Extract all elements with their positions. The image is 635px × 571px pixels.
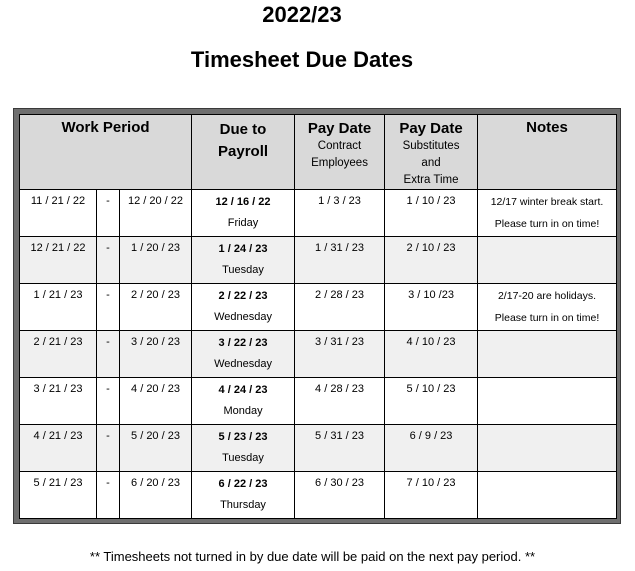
table-row: [20, 472, 617, 519]
pay-date-substitutes: 1 / 10 / 23: [385, 190, 478, 237]
due-date: 4 / 24 / 23: [218, 384, 268, 396]
due-day: Wednesday: [214, 311, 272, 323]
work-period-separator: -: [97, 284, 120, 331]
notes-cell: [478, 331, 617, 378]
work-period-end: 12 / 20 / 22: [120, 190, 192, 237]
notes-cell: [478, 190, 617, 237]
header-pay-contract-title: Pay Date: [307, 120, 372, 137]
due-date: 1 / 24 / 23: [218, 243, 268, 255]
work-period-separator: -: [97, 331, 120, 378]
header-due-line1: Due to: [219, 121, 267, 138]
pay-date-contract: 1 / 3 / 23: [295, 190, 385, 237]
pay-date-substitutes: 6 / 9 / 23: [385, 425, 478, 472]
pay-date-contract: 4 / 28 / 23: [295, 378, 385, 425]
table-row: [20, 378, 617, 425]
header-notes: [478, 115, 617, 190]
header-work-period-label: Work Period: [61, 119, 150, 136]
due-day: Thursday: [220, 499, 266, 511]
work-period-end: 4 / 20 / 23: [120, 378, 192, 425]
timesheet-table: [19, 114, 617, 519]
pay-date-substitutes: 4 / 10 / 23: [385, 331, 478, 378]
due-day: Friday: [227, 217, 259, 229]
due-to-payroll-cell: [192, 425, 295, 472]
header-work-period: [20, 115, 192, 190]
due-to-payroll-cell: [192, 284, 295, 331]
work-period-start: 12 / 21 / 22: [20, 237, 97, 284]
due-day: Wednesday: [214, 358, 272, 370]
due-date: 3 / 22 / 23: [218, 337, 268, 349]
work-period-start: 3 / 21 / 23: [20, 378, 97, 425]
header-row: [20, 115, 617, 190]
note-line: 12/17 winter break start.: [490, 196, 604, 208]
due-date: 6 / 22 / 23: [218, 478, 268, 490]
header-pay-contract-sub1: Contract: [317, 140, 362, 152]
due-to-payroll-cell: [192, 378, 295, 425]
pay-date-contract: 6 / 30 / 23: [295, 472, 385, 519]
work-period-end: 3 / 20 / 23: [120, 331, 192, 378]
header-pay-subs-sub1: Substitutes: [402, 140, 460, 152]
notes-cell: [478, 378, 617, 425]
table-row: [20, 331, 617, 378]
header-pay-subs-sub2: and: [421, 157, 441, 169]
work-period-start: 1 / 21 / 23: [20, 284, 97, 331]
work-period-start: 4 / 21 / 23: [20, 425, 97, 472]
header-notes-label: Notes: [526, 119, 568, 136]
pay-date-contract: 2 / 28 / 23: [295, 284, 385, 331]
due-to-payroll-cell: [192, 190, 295, 237]
document-title: Timesheet Due Dates: [190, 47, 414, 72]
work-period-separator: -: [97, 378, 120, 425]
header-due-to-payroll: [192, 115, 295, 190]
work-period-start: 2 / 21 / 23: [20, 331, 97, 378]
header-due-line2: Payroll: [218, 143, 269, 160]
notes-cell: [478, 284, 617, 331]
note-line: 2/17-20 are holidays.: [497, 290, 597, 302]
due-date: 2 / 22 / 23: [218, 290, 268, 302]
work-period-separator: -: [97, 425, 120, 472]
due-to-payroll-cell: [192, 237, 295, 284]
work-period-end: 5 / 20 / 23: [120, 425, 192, 472]
table-frame: [13, 108, 621, 524]
note-line: Please turn in on time!: [494, 218, 600, 230]
notes-cell: [478, 425, 617, 472]
work-period-separator: -: [97, 237, 120, 284]
due-date: 5 / 23 / 23: [218, 431, 268, 443]
pay-date-substitutes: 5 / 10 / 23: [385, 378, 478, 425]
table-row: [20, 190, 617, 237]
header-pay-date-contract: [295, 115, 385, 190]
note-line: Please turn in on time!: [494, 312, 600, 324]
work-period-separator: -: [97, 190, 120, 237]
table-row: [20, 284, 617, 331]
footer-notice: ** Timesheets not turned in by due date will be paid on the next pay period. **: [89, 549, 536, 564]
document-year-title: 2022/23: [262, 2, 342, 27]
due-date: 12 / 16 / 22: [215, 196, 271, 208]
work-period-separator: -: [97, 472, 120, 519]
pay-date-contract: 1 / 31 / 23: [295, 237, 385, 284]
work-period-start: 5 / 21 / 23: [20, 472, 97, 519]
pay-date-contract: 3 / 31 / 23: [295, 331, 385, 378]
due-to-payroll-cell: [192, 472, 295, 519]
notes-cell: [478, 472, 617, 519]
pay-date-substitutes: 2 / 10 / 23: [385, 237, 478, 284]
header-pay-subs-title: Pay Date: [399, 120, 463, 137]
due-day: Tuesday: [222, 264, 264, 276]
pay-date-substitutes: 3 / 10 /23: [385, 284, 478, 331]
notes-cell: [478, 237, 617, 284]
work-period-end: 6 / 20 / 23: [120, 472, 192, 519]
header-pay-date-substitutes: [385, 115, 478, 190]
due-day: Tuesday: [222, 452, 264, 464]
work-period-end: 2 / 20 / 23: [120, 284, 192, 331]
due-to-payroll-cell: [192, 331, 295, 378]
due-day: Monday: [223, 405, 263, 417]
work-period-end: 1 / 20 / 23: [120, 237, 192, 284]
table-row: [20, 425, 617, 472]
work-period-start: 11 / 21 / 22: [20, 190, 97, 237]
header-pay-subs-sub3: Extra Time: [403, 174, 459, 186]
table-row: [20, 237, 617, 284]
pay-date-substitutes: 7 / 10 / 23: [385, 472, 478, 519]
pay-date-contract: 5 / 31 / 23: [295, 425, 385, 472]
header-pay-contract-sub2: Employees: [311, 157, 368, 169]
